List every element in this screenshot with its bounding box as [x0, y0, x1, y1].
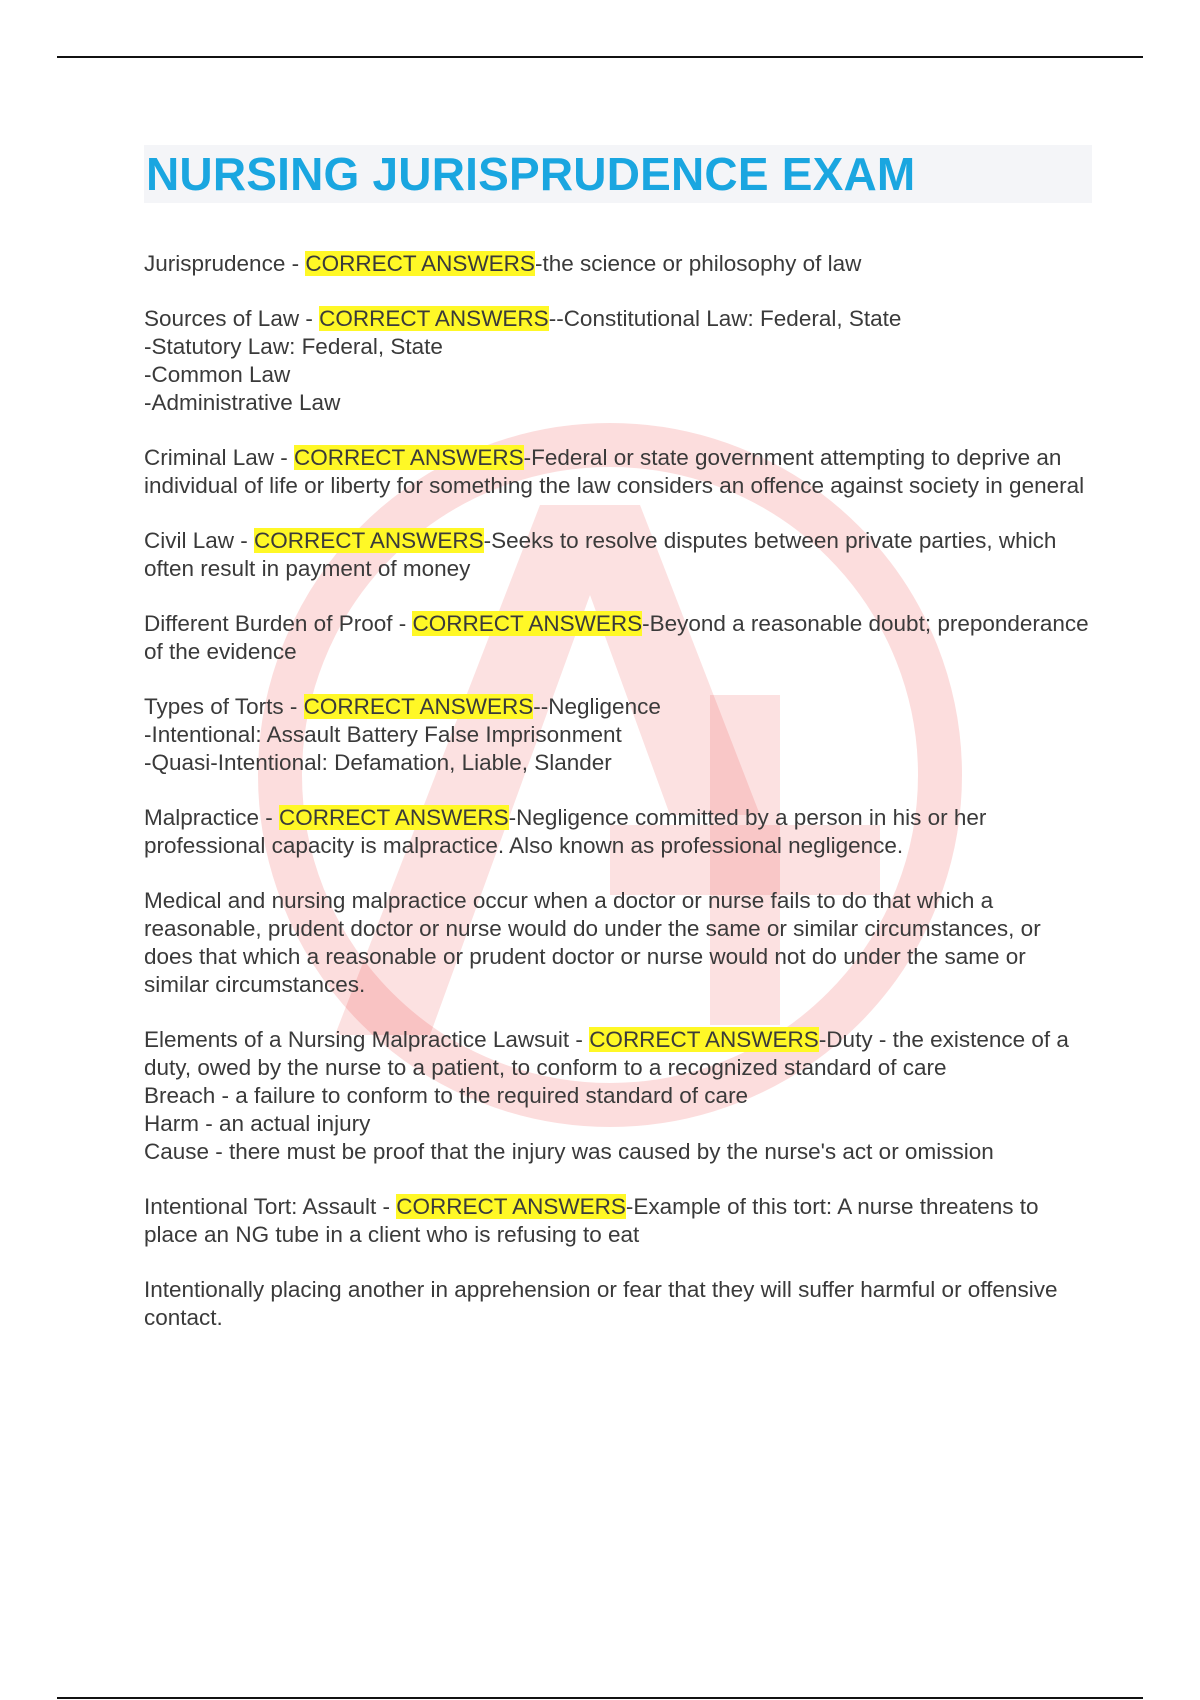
correct-answers-highlight: CORRECT ANSWERS	[303, 694, 534, 719]
qa-answer-text: -Statutory Law: Federal, State	[144, 334, 443, 359]
qa-term: Malpractice -	[144, 805, 280, 830]
qa-answer-text: -Intentional: Assault Battery False Imprisonment	[144, 722, 622, 747]
qa-entry	[144, 305, 1094, 417]
qa-term: Civil Law -	[144, 528, 255, 553]
qa-entry	[144, 1276, 1094, 1332]
qa-entry	[144, 804, 1094, 860]
qa-line	[144, 610, 1094, 666]
qa-line	[144, 333, 1094, 361]
qa-line	[144, 389, 1094, 417]
qa-answer-text: -Example of this tort: A nurse threatens to place an NG tube in a client who is refusing to eat	[144, 1194, 1039, 1247]
qa-answer-text: -Administrative Law	[144, 390, 341, 415]
qa-answer-text: Cause - there must be proof that the injury was caused by the nurse's act or omission	[144, 1139, 994, 1164]
qa-entry	[144, 693, 1094, 777]
qa-entry	[144, 610, 1094, 666]
qa-term: Types of Torts -	[144, 694, 304, 719]
qa-line	[144, 1138, 1094, 1166]
qa-answer-text: Intentionally placing another in apprehension or fear that they will suffer harmful or offensive contact.	[144, 1277, 1058, 1330]
qa-answer-text: -Seeks to resolve disputes between private parties, which often result in payment of money	[144, 528, 1057, 581]
qa-answer-text: Medical and nursing malpractice occur when a doctor or nurse fails to do that which a reasonable, prudent doctor or nurse would do under the same or similar circumstances, or does that which a reasonable or prudent doctor or nurse would not do under the same or similar circumstances.	[144, 888, 1041, 997]
correct-answers-highlight: CORRECT ANSWERS	[589, 1027, 819, 1052]
qa-entry	[144, 444, 1094, 500]
qa-answer-text: -Federal or state government attempting to deprive an individual of life or liberty for something the law considers an offence against society in general	[144, 445, 1085, 498]
qa-answer-text: --Negligence	[533, 694, 661, 719]
qa-term: Intentional Tort: Assault -	[144, 1194, 397, 1219]
qa-term: Different Burden of Proof -	[144, 611, 413, 636]
title-band	[144, 145, 1092, 203]
correct-answers-highlight: CORRECT ANSWERS	[305, 251, 535, 276]
qa-answer-text: -Quasi-Intentional: Defamation, Liable, Slander	[144, 750, 612, 775]
qa-entry	[144, 887, 1094, 999]
qa-line	[144, 887, 1094, 999]
page-title: NURSING JURISPRUDENCE EXAM	[146, 148, 916, 200]
qa-line	[144, 1110, 1094, 1138]
document-body	[144, 145, 1094, 1359]
correct-answers-highlight: CORRECT ANSWERS	[319, 306, 549, 331]
qa-line	[144, 804, 1094, 860]
qa-line	[144, 1082, 1094, 1110]
qa-answer-text: -Negligence committed by a person in his or her professional capacity is malpractice. Also known as professional negligence.	[144, 805, 987, 858]
qa-term: Sources of Law -	[144, 306, 320, 331]
qa-answer-text: -Common Law	[144, 362, 291, 387]
correct-answers-highlight: CORRECT ANSWERS	[279, 805, 509, 830]
qa-line	[144, 749, 1094, 777]
qa-entry	[144, 250, 1094, 278]
qa-answer-text: -the science or philosophy of law	[534, 251, 862, 276]
qa-line	[144, 361, 1094, 389]
correct-answers-highlight: CORRECT ANSWERS	[396, 1194, 626, 1219]
qa-line	[144, 305, 1094, 333]
bottom-rule	[57, 1697, 1143, 1699]
qa-entry	[144, 527, 1094, 583]
qa-line	[144, 1193, 1094, 1249]
qa-answer-text: -Duty - the existence of a duty, owed by the nurse to a patient, to conform to a recognized standard of care	[144, 1027, 1069, 1080]
top-rule	[57, 56, 1143, 58]
qa-term: Elements of a Nursing Malpractice Lawsuit -	[144, 1027, 590, 1052]
qa-entry	[144, 1193, 1094, 1249]
qa-answer-text: Breach - a failure to conform to the required standard of care	[144, 1083, 749, 1108]
qa-term: Criminal Law -	[144, 445, 295, 470]
qa-line	[144, 1276, 1094, 1332]
qa-line	[144, 250, 1094, 278]
qa-line	[144, 527, 1094, 583]
correct-answers-highlight: CORRECT ANSWERS	[254, 528, 484, 553]
qa-term: Jurisprudence -	[144, 251, 306, 276]
qa-line	[144, 721, 1094, 749]
correct-answers-highlight: CORRECT ANSWERS	[412, 611, 643, 636]
qa-answer-text: --Constitutional Law: Federal, State	[548, 306, 902, 331]
qa-entry	[144, 1026, 1094, 1166]
qa-line	[144, 444, 1094, 500]
correct-answers-highlight: CORRECT ANSWERS	[294, 445, 524, 470]
qa-answer-text: -Beyond a reasonable doubt; preponderance of the evidence	[144, 611, 1089, 664]
qa-line	[144, 693, 1094, 721]
qa-answer-text: Harm - an actual injury	[144, 1111, 371, 1136]
qa-list	[144, 250, 1094, 1332]
qa-line	[144, 1026, 1094, 1082]
